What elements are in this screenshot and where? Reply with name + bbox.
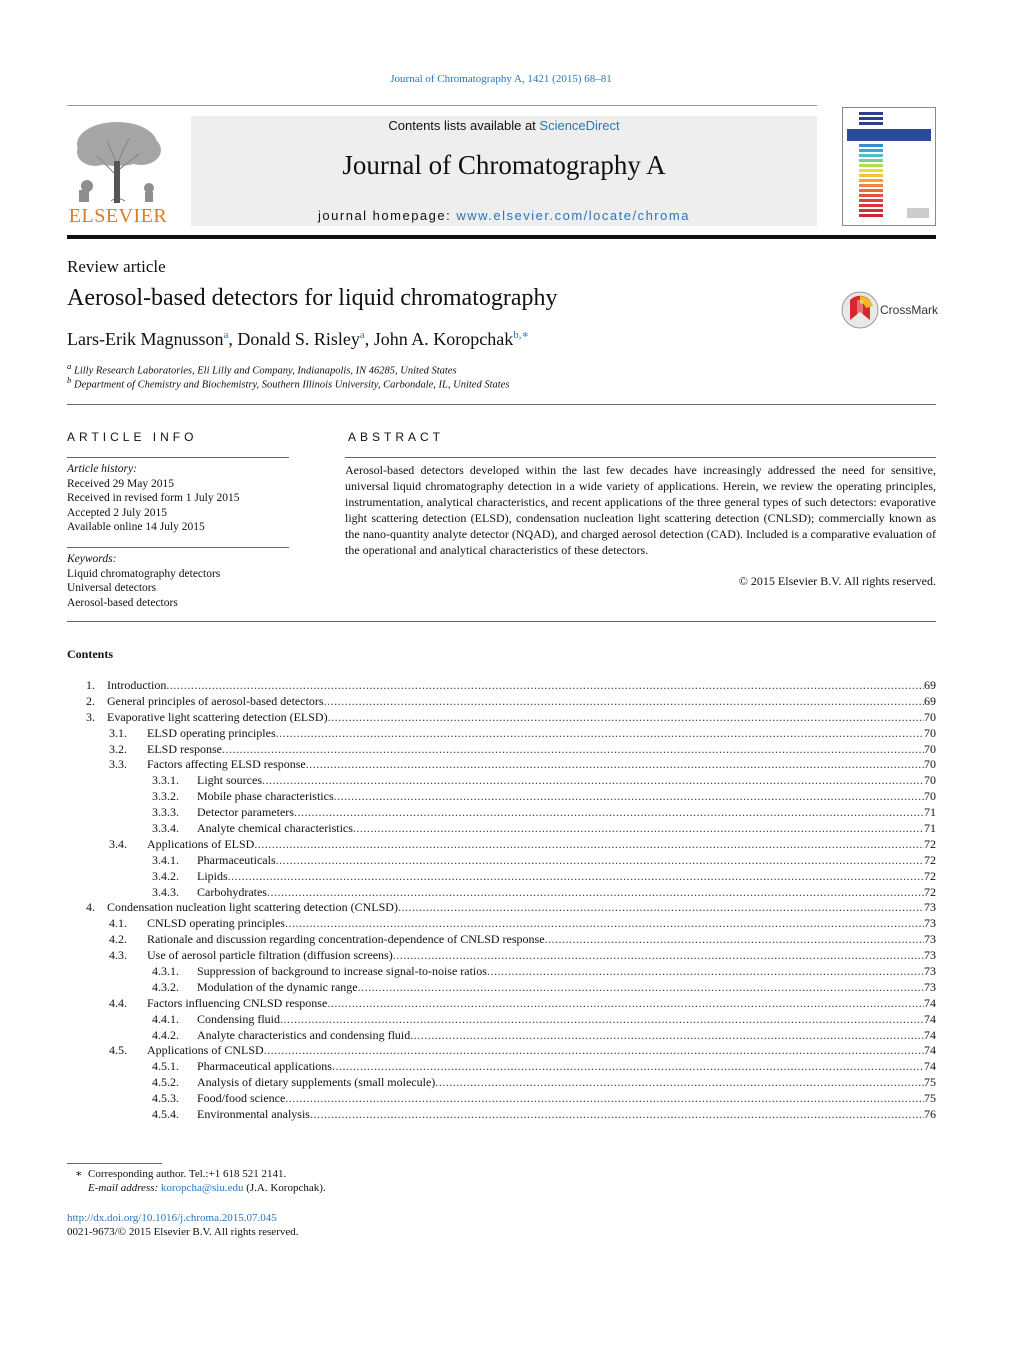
table-of-contents bbox=[67, 678, 936, 1123]
toc-entry[interactable] bbox=[67, 980, 936, 996]
affiliation-b bbox=[67, 375, 509, 391]
toc-dot-leader bbox=[334, 789, 924, 805]
author-affiliation-mark[interactable]: a bbox=[359, 329, 365, 341]
article-title: Aerosol-based detectors for liquid chromatography bbox=[67, 285, 558, 311]
toc-dot-leader bbox=[435, 1075, 924, 1091]
toc-entry[interactable] bbox=[67, 996, 936, 1012]
toc-entry-number: 2. bbox=[86, 693, 95, 708]
toc-entry-line bbox=[197, 1059, 936, 1075]
journal-reference[interactable]: Journal of Chromatography A, 1421 (2015) 68–81 bbox=[390, 73, 612, 85]
toc-entry-line bbox=[197, 853, 936, 869]
author-separator: , bbox=[364, 329, 374, 349]
toc-entry-line bbox=[197, 773, 936, 789]
toc-dot-leader bbox=[294, 805, 924, 821]
sciencedirect-link[interactable]: ScienceDirect bbox=[539, 118, 620, 133]
author-name[interactable]: John A. Koropchak bbox=[373, 329, 514, 349]
author-affiliation-mark[interactable]: a bbox=[223, 329, 229, 341]
publisher-wordmark: ELSEVIER bbox=[68, 205, 168, 227]
toc-entry-title[interactable]: Light sources bbox=[197, 773, 262, 788]
toc-entry-number: 3.3.2. bbox=[152, 789, 179, 804]
toc-dot-leader bbox=[228, 869, 924, 885]
toc-entry-line bbox=[197, 869, 936, 885]
author-list bbox=[67, 328, 529, 350]
toc-entry-page[interactable]: 72 bbox=[924, 852, 936, 867]
toc-entry-page[interactable]: 70 bbox=[924, 757, 936, 772]
toc-entry[interactable] bbox=[67, 678, 936, 694]
toc-entry-number: 3.2. bbox=[109, 741, 127, 756]
toc-entry-page[interactable]: 73 bbox=[924, 948, 936, 963]
toc-entry-number: 3.3.3. bbox=[152, 805, 179, 820]
toc-entry-number: 3.4.2. bbox=[152, 868, 179, 883]
toc-entry-number: 4.5.3. bbox=[152, 1091, 179, 1106]
toc-entry-number: 4.1. bbox=[109, 916, 127, 931]
author-name[interactable]: Lars-Erik Magnusson bbox=[67, 329, 224, 349]
toc-entry-page[interactable]: 73 bbox=[924, 964, 936, 979]
contents-rule bbox=[67, 621, 936, 622]
history-item: Received in revised form 1 July 2015 bbox=[67, 492, 240, 505]
article-info-rule bbox=[67, 457, 289, 458]
header-thick-rule bbox=[67, 235, 936, 239]
toc-entry-title[interactable]: Modulation of the dynamic range bbox=[197, 979, 358, 994]
toc-entry-number: 4.5.4. bbox=[152, 1107, 179, 1122]
top-rule bbox=[67, 105, 817, 106]
toc-entry[interactable] bbox=[67, 821, 936, 837]
toc-entry-page[interactable]: 74 bbox=[924, 1011, 936, 1026]
journal-banner bbox=[191, 116, 817, 226]
corresponding-mark: ∗ bbox=[75, 1168, 83, 1180]
toc-entry-line bbox=[197, 789, 936, 805]
toc-entry-page[interactable]: 69 bbox=[924, 693, 936, 708]
affiliation-text: Department of Chemistry and Biochemistry, Southern Illinois University, Carbondale, IL, United States bbox=[74, 379, 510, 391]
email-footnote bbox=[88, 1182, 326, 1194]
toc-entry[interactable] bbox=[67, 869, 936, 885]
toc-entry-page[interactable]: 74 bbox=[924, 1027, 936, 1042]
toc-dot-leader bbox=[267, 885, 924, 901]
toc-entry-line bbox=[197, 1075, 936, 1091]
abstract-rule bbox=[345, 457, 936, 458]
toc-entry-line bbox=[147, 757, 936, 773]
crossmark-label: CrossMark bbox=[880, 303, 939, 317]
toc-entry[interactable] bbox=[67, 710, 936, 726]
toc-entry-title[interactable]: Applications of ELSD bbox=[147, 836, 255, 851]
toc-entry-title[interactable]: CNLSD operating principles bbox=[147, 916, 285, 931]
journal-cover-image bbox=[843, 108, 935, 225]
toc-entry-page[interactable]: 70 bbox=[924, 725, 936, 740]
history-item: Available online 14 July 2015 bbox=[67, 521, 205, 534]
elsevier-logo[interactable] bbox=[67, 116, 169, 226]
toc-entry-line bbox=[147, 916, 936, 932]
toc-entry-page[interactable]: 72 bbox=[924, 868, 936, 883]
toc-dot-leader bbox=[285, 1091, 924, 1107]
toc-entry-title[interactable]: Condensing fluid bbox=[197, 1011, 280, 1026]
toc-entry-number: 4.4. bbox=[109, 995, 127, 1010]
toc-entry-number: 4.5.2. bbox=[152, 1075, 179, 1090]
article-history bbox=[67, 462, 289, 535]
toc-entry-number: 4.3.2. bbox=[152, 979, 179, 994]
toc-entry-line bbox=[147, 742, 936, 758]
abstract-heading: ABSTRACT bbox=[348, 430, 445, 444]
homepage-link[interactable]: www.elsevier.com/locate/chroma bbox=[456, 208, 690, 223]
toc-entry-number: 4.2. bbox=[109, 932, 127, 947]
toc-entry[interactable] bbox=[67, 1107, 936, 1123]
toc-entry-line bbox=[147, 932, 936, 948]
toc-entry-number: 3.3.1. bbox=[152, 773, 179, 788]
toc-entry[interactable] bbox=[67, 837, 936, 853]
article-type: Review article bbox=[67, 257, 166, 276]
toc-entry[interactable] bbox=[67, 916, 936, 932]
keywords-rule bbox=[67, 547, 289, 548]
toc-dot-leader bbox=[327, 996, 924, 1012]
author-separator: , bbox=[228, 329, 238, 349]
toc-entry-title[interactable]: Factors influencing CNLSD response bbox=[147, 995, 328, 1010]
toc-entry-title[interactable]: Mobile phase characteristics bbox=[197, 789, 334, 804]
journal-cover-thumbnail[interactable] bbox=[842, 107, 936, 226]
toc-entry[interactable] bbox=[67, 932, 936, 948]
toc-entry-number: 4.4.1. bbox=[152, 1011, 179, 1026]
toc-entry[interactable] bbox=[67, 964, 936, 980]
keywords-label: Keywords: bbox=[67, 553, 117, 565]
corresponding-text: Corresponding author. Tel.:+1 618 521 2141. bbox=[87, 1168, 287, 1180]
issn-line: 0021-9673/© 2015 Elsevier B.V. All rights reserved. bbox=[67, 1226, 299, 1238]
toc-entry-line bbox=[197, 1091, 936, 1107]
toc-entry-number: 3.1. bbox=[109, 725, 127, 740]
toc-entry-line bbox=[197, 964, 936, 980]
toc-entry[interactable] bbox=[67, 948, 936, 964]
crossmark-icon bbox=[840, 290, 880, 330]
tree-icon bbox=[67, 116, 169, 206]
toc-dot-leader bbox=[306, 757, 924, 773]
toc-entry-number: 4.3. bbox=[109, 948, 127, 963]
affiliation-mark: b bbox=[67, 375, 72, 385]
author-name[interactable]: Donald S. Risley bbox=[237, 329, 360, 349]
contents-available-line bbox=[191, 118, 817, 133]
toc-entry-line bbox=[147, 837, 936, 853]
contents-heading: Contents bbox=[67, 647, 114, 661]
toc-entry[interactable] bbox=[67, 1091, 936, 1107]
toc-entry-page[interactable]: 69 bbox=[924, 678, 936, 692]
toc-entry-page[interactable]: 73 bbox=[924, 932, 936, 947]
toc-entry-number: 3.4.3. bbox=[152, 884, 179, 899]
toc-entry-page[interactable]: 73 bbox=[924, 916, 936, 931]
toc-entry-title[interactable]: Condensation nucleation light scattering detection (CNLSD) bbox=[107, 900, 398, 915]
toc-entry-page[interactable]: 70 bbox=[924, 773, 936, 788]
crossmark-button[interactable] bbox=[840, 290, 939, 330]
toc-dot-leader bbox=[545, 932, 924, 948]
toc-dot-leader bbox=[487, 964, 924, 980]
toc-entry-page[interactable]: 72 bbox=[924, 884, 936, 899]
toc-dot-leader bbox=[262, 773, 924, 789]
toc-entry-page[interactable]: 74 bbox=[924, 1059, 936, 1074]
journal-title: Journal of Chromatography A bbox=[342, 150, 666, 180]
toc-entry-number: 4.4.2. bbox=[152, 1027, 179, 1042]
toc-entry-title[interactable]: Environmental analysis bbox=[197, 1107, 310, 1122]
toc-dot-leader bbox=[410, 1028, 924, 1044]
toc-entry-page[interactable]: 70 bbox=[924, 709, 936, 724]
toc-entry-line bbox=[197, 885, 936, 901]
abstract-text: Aerosol-based detectors developed within the last few decades have increasingly addressed the need for sensitive, universal liquid chromatography detection in a wide variety of applications. Herein, we review the operating principles, instrumentation, analytical characteristics, and recent applications of the three general types of such detectors: evaporative light scattering detection (ELSD), condensation nucleation light scattering detection (CNLSD); commercially known as the nano-quantity analyte detector (NQAD), and charged aerosol detection (CAD). Included is a comparative evaluation of the operational and analytical characteristics of these detectors. bbox=[345, 463, 936, 557]
doi-link[interactable]: http://dx.doi.org/10.1016/j.chroma.2015.07.045 bbox=[67, 1212, 277, 1224]
history-item: Received 29 May 2015 bbox=[67, 477, 174, 490]
toc-dot-leader bbox=[254, 837, 924, 853]
toc-entry[interactable] bbox=[67, 726, 936, 742]
toc-entry-page[interactable]: 71 bbox=[924, 821, 936, 836]
toc-entry-line bbox=[147, 996, 936, 1012]
toc-dot-leader bbox=[264, 1043, 924, 1059]
toc-dot-leader bbox=[280, 1012, 924, 1028]
toc-entry[interactable] bbox=[67, 1012, 936, 1028]
toc-entry-line bbox=[107, 710, 936, 726]
toc-entry-title[interactable]: Introduction bbox=[107, 678, 167, 692]
toc-entry[interactable] bbox=[67, 1075, 936, 1091]
toc-entry-number: 3.3. bbox=[109, 757, 127, 772]
toc-entry-line bbox=[197, 980, 936, 996]
toc-entry[interactable] bbox=[67, 1059, 936, 1075]
toc-entry-title[interactable]: Analyte characteristics and condensing fluid bbox=[197, 1027, 411, 1042]
keyword: Aerosol-based detectors bbox=[67, 596, 178, 609]
toc-entry-title[interactable]: Applications of CNLSD bbox=[147, 1043, 264, 1058]
toc-dot-leader bbox=[276, 726, 924, 742]
affiliation-mark: a bbox=[67, 361, 72, 371]
toc-entry-line bbox=[197, 1012, 936, 1028]
toc-entry-title[interactable]: ELSD operating principles bbox=[147, 725, 276, 740]
author-affiliation-mark[interactable]: b,∗ bbox=[513, 329, 529, 341]
toc-entry-page[interactable]: 72 bbox=[924, 836, 936, 851]
toc-entry-number: 3.3.4. bbox=[152, 821, 179, 836]
email-suffix: (J.A. Koropchak). bbox=[243, 1182, 326, 1194]
affiliation-text: Lilly Research Laboratories, Eli Lilly and Company, Indianapolis, IN 46285, United States bbox=[74, 365, 457, 377]
corresponding-footnote bbox=[75, 1167, 286, 1180]
section-rule bbox=[67, 404, 936, 405]
toc-entry-line bbox=[107, 678, 936, 694]
toc-entry[interactable] bbox=[67, 757, 936, 773]
toc-entry-page[interactable]: 70 bbox=[924, 789, 936, 804]
toc-entry[interactable] bbox=[67, 694, 936, 710]
toc-entry-title[interactable]: ELSD response bbox=[147, 741, 222, 756]
toc-entry[interactable] bbox=[67, 742, 936, 758]
toc-entry-title[interactable]: Lipids bbox=[197, 868, 228, 883]
toc-entry-title[interactable]: Use of aerosol particle filtration (diffusion screens) bbox=[147, 948, 393, 963]
article-info-heading: ARTICLE INFO bbox=[67, 430, 198, 444]
keyword: Liquid chromatography detectors bbox=[67, 567, 221, 580]
toc-entry-title[interactable]: Suppression of background to increase signal-to-noise ratios bbox=[197, 964, 487, 979]
toc-entry-line bbox=[147, 726, 936, 742]
toc-entry-number: 4.3.1. bbox=[152, 964, 179, 979]
journal-homepage-line bbox=[191, 208, 817, 223]
toc-entry-page[interactable]: 71 bbox=[924, 805, 936, 820]
toc-entry-title[interactable]: Analyte chemical characteristics bbox=[197, 821, 353, 836]
toc-entry-number: 3. bbox=[86, 709, 95, 724]
toc-entry[interactable] bbox=[67, 805, 936, 821]
toc-entry-line bbox=[107, 900, 936, 916]
toc-entry-page[interactable]: 75 bbox=[924, 1091, 936, 1106]
toc-entry[interactable] bbox=[67, 789, 936, 805]
history-label: Article history: bbox=[67, 463, 137, 475]
toc-dot-leader bbox=[276, 853, 924, 869]
toc-entry-number: 4.5. bbox=[109, 1043, 127, 1058]
toc-entry-title[interactable]: General principles of aerosol-based detectors bbox=[107, 693, 324, 708]
toc-dot-leader bbox=[324, 694, 924, 710]
toc-entry-page[interactable]: 73 bbox=[924, 979, 936, 994]
toc-entry-number: 3.4.1. bbox=[152, 852, 179, 867]
toc-entry-title[interactable]: Carbohydrates bbox=[197, 884, 267, 899]
toc-dot-leader bbox=[166, 678, 924, 694]
toc-dot-leader bbox=[222, 742, 924, 758]
toc-entry-title[interactable]: Pharmaceutical applications bbox=[197, 1059, 332, 1074]
contents-prefix: Contents lists available at bbox=[388, 118, 540, 133]
abstract-copyright: © 2015 Elsevier B.V. All rights reserved. bbox=[738, 574, 936, 588]
toc-entry-page[interactable]: 73 bbox=[924, 900, 936, 915]
toc-entry-title[interactable]: Rationale and discussion regarding concentration-dependence of CNLSD response bbox=[147, 932, 545, 947]
toc-entry-number: 1. bbox=[86, 678, 95, 692]
toc-entry-line bbox=[107, 694, 936, 710]
toc-dot-leader bbox=[393, 948, 924, 964]
toc-entry[interactable] bbox=[67, 853, 936, 869]
toc-dot-leader bbox=[328, 710, 924, 726]
toc-dot-leader bbox=[358, 980, 924, 996]
toc-entry-line bbox=[147, 948, 936, 964]
toc-entry[interactable] bbox=[67, 1028, 936, 1044]
keywords-block bbox=[67, 552, 289, 610]
toc-dot-leader bbox=[310, 1107, 924, 1123]
toc-entry-title[interactable]: Detector parameters bbox=[197, 805, 294, 820]
toc-entry-number: 3.4. bbox=[109, 836, 127, 851]
toc-entry-line bbox=[197, 1028, 936, 1044]
toc-entry-line bbox=[197, 1107, 936, 1123]
email-link[interactable]: koropcha@siu.edu bbox=[160, 1182, 244, 1194]
toc-entry-title[interactable]: Evaporative light scattering detection (ELSD) bbox=[107, 709, 328, 724]
keyword: Universal detectors bbox=[67, 582, 157, 595]
toc-entry-page[interactable]: 75 bbox=[924, 1075, 936, 1090]
toc-entry-title[interactable]: Factors affecting ELSD response bbox=[147, 757, 306, 772]
toc-entry-line bbox=[197, 805, 936, 821]
toc-entry-line bbox=[197, 821, 936, 837]
toc-entry-page[interactable]: 74 bbox=[924, 1043, 936, 1058]
toc-entry[interactable] bbox=[67, 900, 936, 916]
toc-dot-leader bbox=[398, 900, 924, 916]
footnote-rule bbox=[67, 1163, 162, 1164]
toc-entry-page[interactable]: 74 bbox=[924, 995, 936, 1010]
toc-dot-leader bbox=[285, 916, 924, 932]
homepage-prefix: journal homepage: bbox=[318, 208, 457, 223]
toc-dot-leader bbox=[353, 821, 924, 837]
toc-entry-number: 4. bbox=[86, 900, 95, 915]
toc-entry[interactable] bbox=[67, 1043, 936, 1059]
history-item: Accepted 2 July 2015 bbox=[67, 506, 167, 519]
toc-entry-page[interactable]: 76 bbox=[924, 1107, 936, 1122]
toc-dot-leader bbox=[332, 1059, 924, 1075]
toc-entry-line bbox=[147, 1043, 936, 1059]
toc-entry-number: 4.5.1. bbox=[152, 1059, 179, 1074]
toc-entry-title[interactable]: Food/food science bbox=[197, 1091, 286, 1106]
toc-entry[interactable] bbox=[67, 773, 936, 789]
email-label: E-mail address: bbox=[88, 1182, 161, 1194]
toc-entry-title[interactable]: Analysis of dietary supplements (small molecule) bbox=[197, 1075, 436, 1090]
toc-entry-page[interactable]: 70 bbox=[924, 741, 936, 756]
toc-entry-title[interactable]: Pharmaceuticals bbox=[197, 852, 276, 867]
toc-entry[interactable] bbox=[67, 885, 936, 901]
